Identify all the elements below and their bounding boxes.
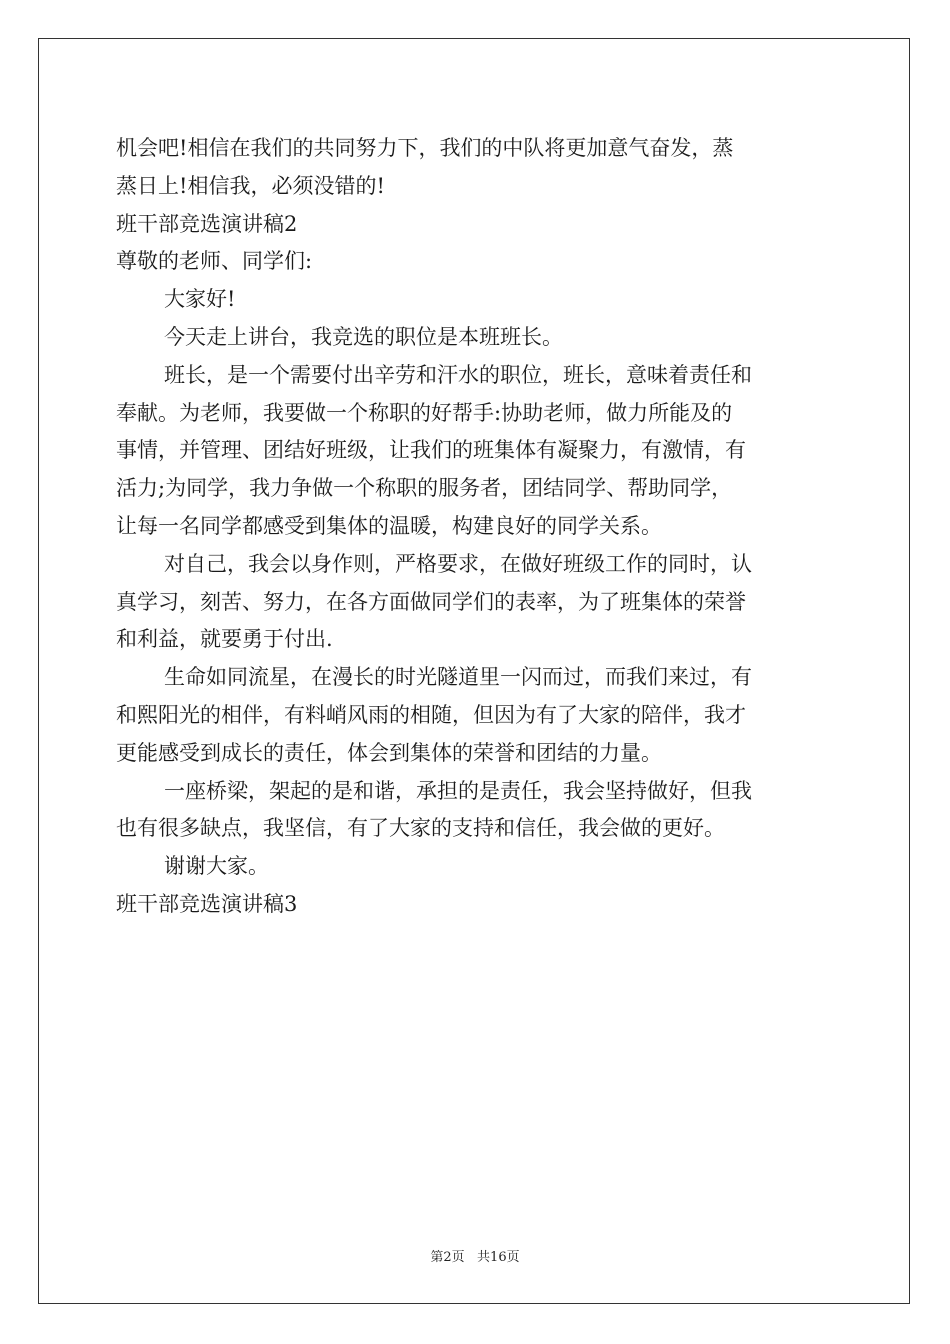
page-footer: 第2页 共16页 (430, 1250, 520, 1265)
text-line: 班长，是一个需要付出辛劳和汗水的职位，班长，意味着责任和 (164, 362, 752, 387)
text-line: 和熙阳光的相伴，有料峭风雨的相随，但因为有了大家的陪伴，我才 (116, 702, 746, 727)
text-line: 一座桥梁，架起的是和谐，承担的是责任，我会坚持做好，但我 (164, 778, 752, 803)
text-line: 真学习，刻苦、努力，在各方面做同学们的表率，为了班集体的荣誉 (116, 589, 746, 614)
text-line: 蒸日上!相信我，必须没错的! (116, 173, 385, 198)
text-line: 机会吧!相信在我们的共同努力下，我们的中队将更加意气奋发，蒸 (116, 136, 734, 160)
text-line: 活力;为同学，我力争做一个称职的服务者，团结同学、帮助同学， (116, 476, 733, 501)
text-line: 今天走上讲台，我竞选的职位是本班班长。 (164, 324, 563, 349)
text-line: 让每一名同学都感受到集体的温暖，构建良好的同学关系。 (116, 513, 662, 538)
text-line: 事情，并管理、团结好班级，让我们的班集体有凝聚力，有激情，有 (116, 438, 746, 463)
text-line: 对自己，我会以身作则，严格要求，在做好班级工作的同时，认 (164, 551, 752, 576)
section-heading: 班干部竞选演讲稿2 (116, 211, 298, 236)
closing: 谢谢大家。 (164, 854, 269, 879)
text-line: 更能感受到成长的责任，体会到集体的荣誉和团结的力量。 (116, 740, 662, 765)
text-line: 和利益，就要勇于付出. (116, 627, 333, 652)
text-line: 生命如同流星，在漫长的时光隧道里一闪而过，而我们来过，有 (164, 665, 752, 690)
section-heading: 班干部竞选演讲稿3 (116, 891, 298, 916)
document-body (116, 130, 836, 924)
text-line: 奉献。为老师，我要做一个称职的好帮手:协助老师，做力所能及的 (116, 400, 733, 425)
salutation: 尊敬的老师、同学们: (116, 249, 313, 274)
greeting: 大家好! (164, 287, 236, 312)
text-line: 也有很多缺点，我坚信，有了大家的支持和信任，我会做的更好。 (116, 816, 725, 841)
